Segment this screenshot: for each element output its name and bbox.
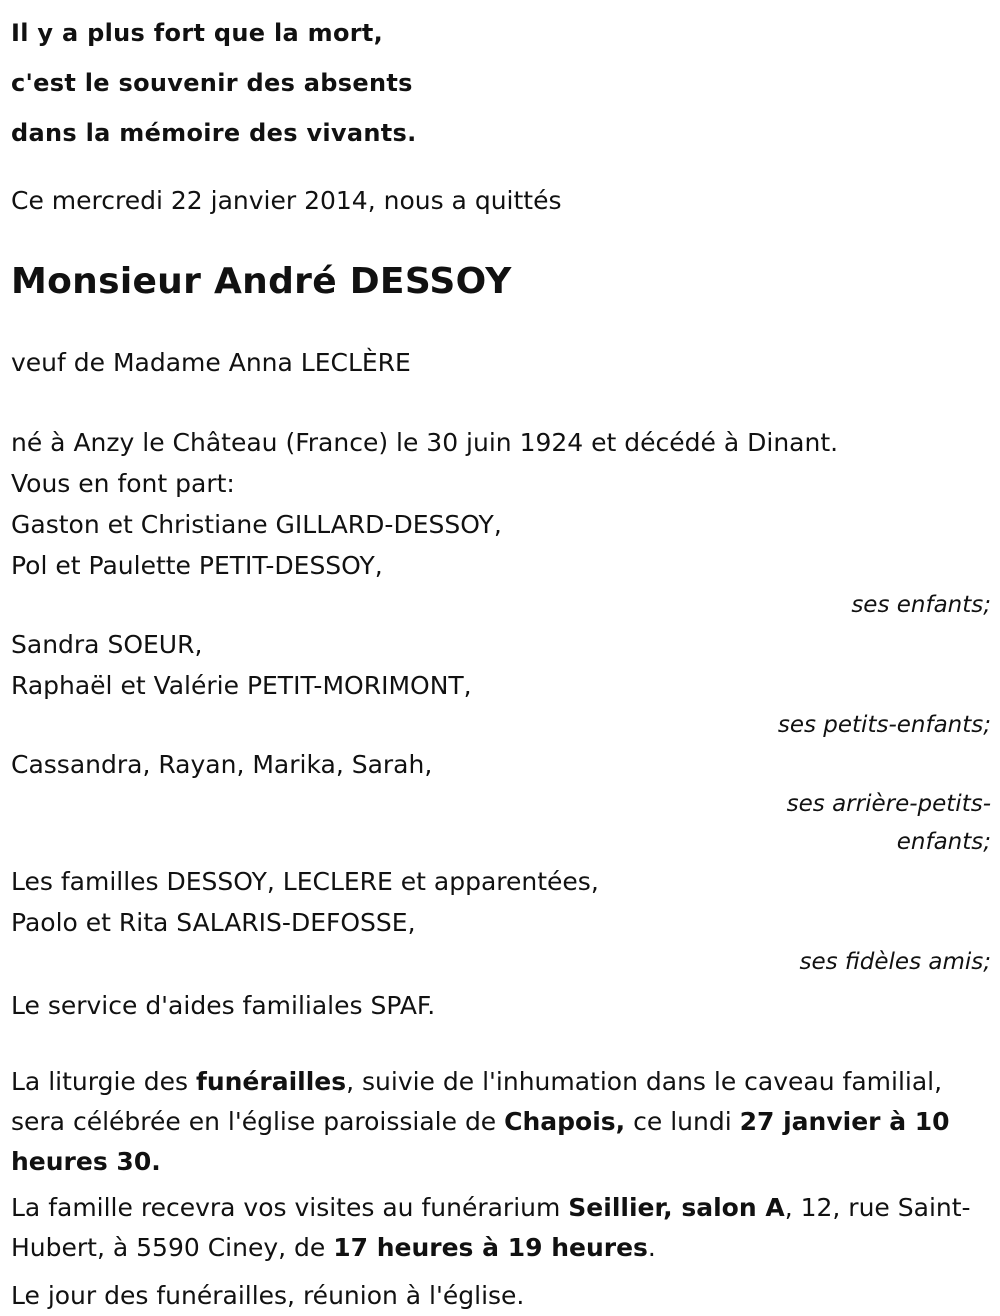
visit-hours: 17 heures à 19 heures — [333, 1233, 648, 1262]
intro-text: Ce mercredi 22 janvier 2014, nous a quittés — [11, 186, 562, 215]
visit-text: . — [647, 1233, 656, 1262]
funeral-bold: funérailles — [195, 1067, 347, 1096]
quote-line: c'est le souvenir des absents — [11, 69, 413, 97]
family-member: Paolo et Rita SALARIS-DEFOSSE, — [11, 908, 416, 937]
visit-text: , 12, rue Saint-Hubert, à 5590 Ciney, de — [11, 1193, 971, 1262]
family-member: Pol et Paulette PETIT-DESSOY, — [11, 551, 383, 580]
family-list — [11, 463, 991, 1026]
memorial-quote — [11, 0, 991, 158]
visit-info — [11, 1188, 991, 1268]
family-member: Cassandra, Rayan, Marika, Sarah, — [11, 750, 433, 779]
service-text: Le service d'aides familiales SPAF. — [11, 991, 436, 1020]
funeral-text: La liturgie des — [11, 1067, 196, 1096]
quote-line: dans la mémoire des vivants. — [11, 119, 417, 147]
announce-text: Vous en font part: — [11, 469, 235, 498]
meeting-text: Le jour des funérailles, réunion à l'église. — [11, 1281, 525, 1310]
visit-text: La famille recevra vos visites au funérarium — [11, 1193, 569, 1222]
family-member: Raphaël et Valérie PETIT-MORIMONT, — [11, 671, 472, 700]
funerarium-name: Seillier, salon A — [568, 1193, 785, 1222]
spouse-text: veuf de Madame Anna LECLÈRE — [11, 348, 411, 377]
family-role: ses enfants; — [851, 592, 991, 618]
funeral-datetime: 27 janvier à 10 heures 30. — [11, 1107, 950, 1176]
church-location: Chapois, — [504, 1107, 626, 1136]
funeral-text: , suivie de l'inhumation dans le caveau familial, sera célébrée en l'église paroissiale de — [11, 1067, 943, 1136]
funeral-info — [11, 1062, 991, 1182]
family-role: ses fidèles amis; — [799, 949, 991, 975]
birth-death-text: né à Anzy le Château (France) le 30 juin 1924 et décédé à Dinant. — [11, 428, 839, 457]
quote-line: Il y a plus fort que la mort, — [11, 19, 384, 47]
family-member: Gaston et Christiane GILLARD-DESSOY, — [11, 510, 502, 539]
family-member: Les familles DESSOY, LECLERE et apparentées, — [11, 867, 599, 896]
obituary-page — [11, 0, 991, 1316]
deceased-name: Monsieur André DESSOY — [11, 261, 512, 302]
funeral-text: ce lundi — [625, 1107, 740, 1136]
family-member: Sandra SOEUR, — [11, 630, 203, 659]
family-role: ses petits-enfants; — [777, 712, 991, 738]
family-role: ses arrière-petits-enfants; — [786, 791, 991, 855]
